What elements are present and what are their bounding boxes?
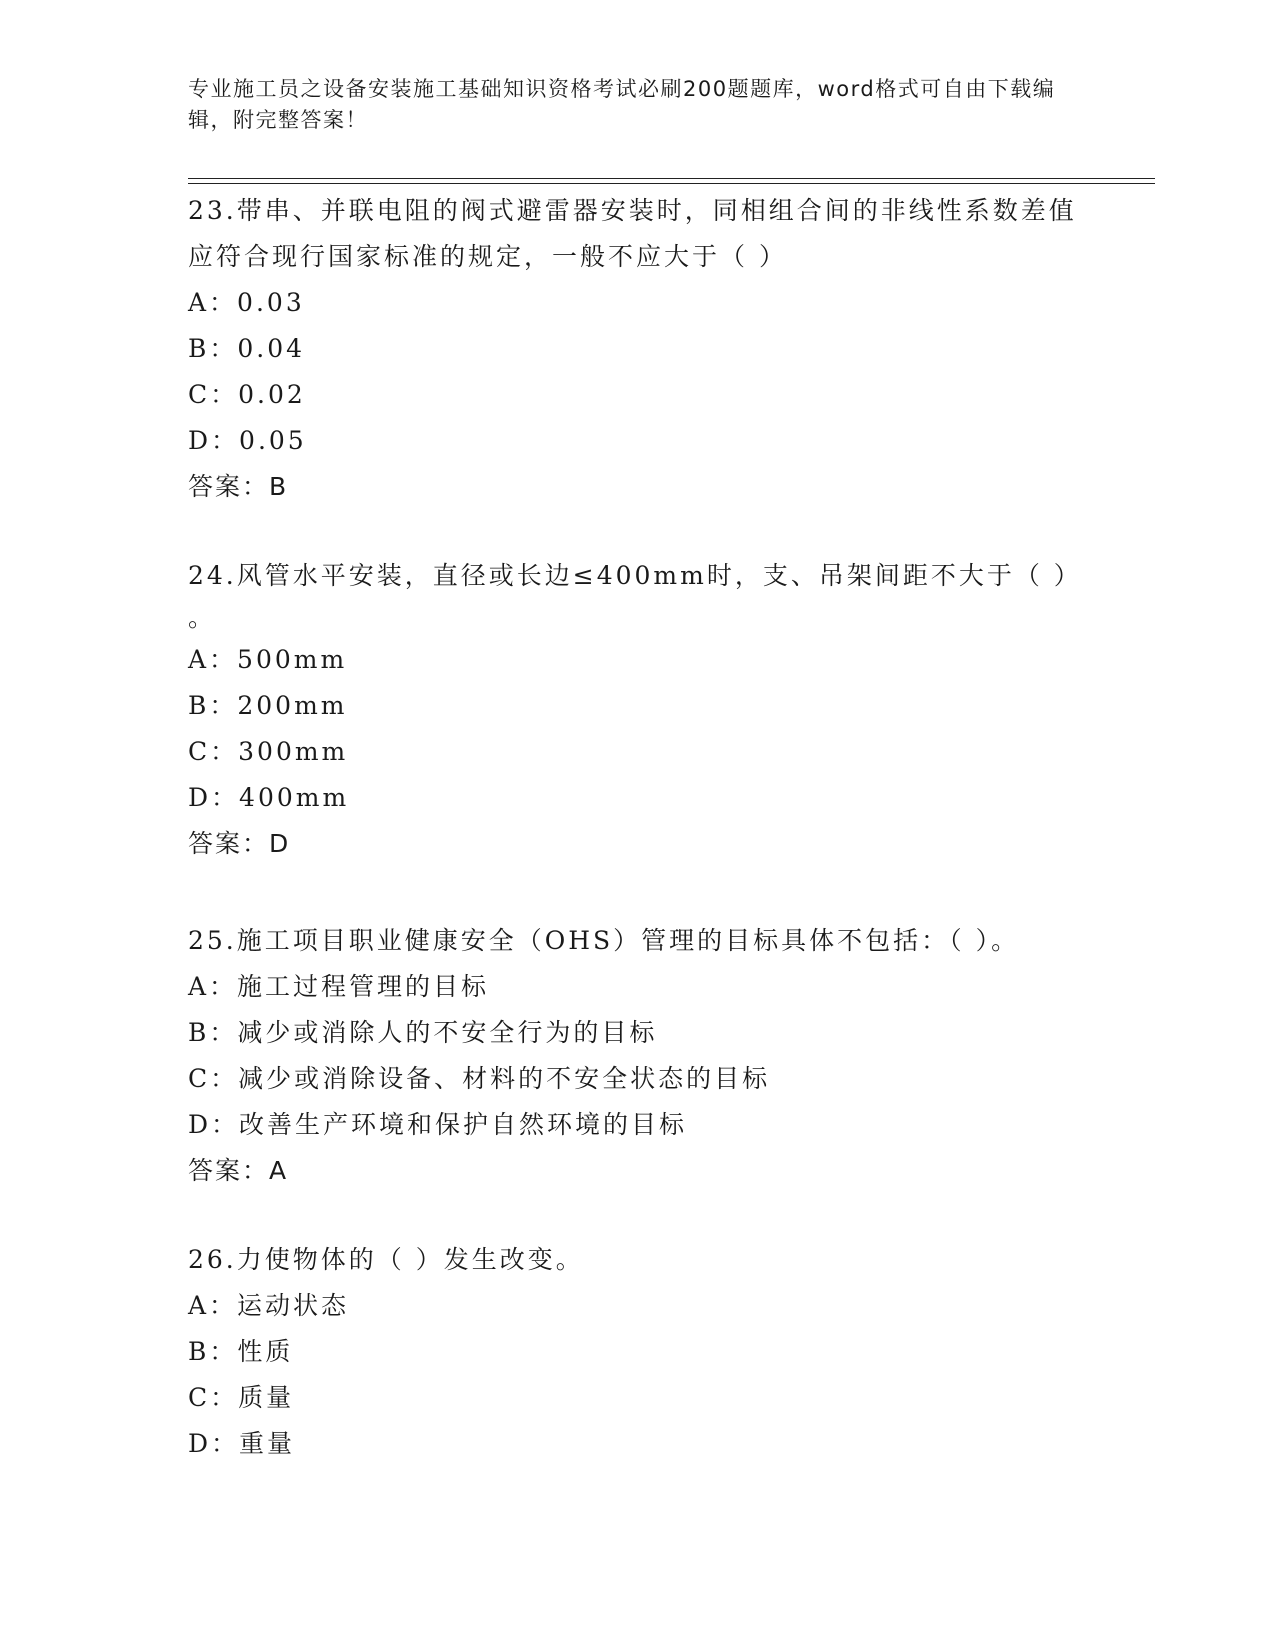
- option-d: D：改善生产环境和保护自然环境的目标: [188, 1110, 688, 1139]
- header-divider-bottom: [188, 183, 1155, 184]
- document-title: 专业施工员之设备安装施工基础知识资格考试必刷200题题库，word格式可自由下载编辑，附完整答案！: [188, 77, 1056, 132]
- question-24: [188, 553, 1088, 867]
- option-c: C：0.02: [188, 380, 306, 409]
- question-stem: 25.施工项目职业健康安全（OHS）管理的目标具体不包括：（ ）。: [188, 926, 1020, 955]
- question-stem: 24.风管水平安装，直径或长边≤400mm时，支、吊架间距不大于（ ）: [188, 561, 1082, 590]
- header-divider-top: [188, 178, 1155, 179]
- option-b: B：200mm: [188, 691, 348, 720]
- question-25: [188, 918, 1088, 1194]
- question-26: [188, 1237, 1088, 1467]
- option-a: A：500mm: [188, 645, 348, 674]
- answer-label: 答案：D: [188, 829, 291, 858]
- option-a: A：运动状态: [188, 1291, 350, 1320]
- question-stem: 23.带串、并联电阻的阀式避雷器安装时，同相组合间的非线性系数差值应符合现行国家标准的规定，一般不应大于（ ）: [188, 196, 1077, 271]
- answer-label: 答案：B: [188, 472, 289, 501]
- option-d: D：重量: [188, 1429, 296, 1458]
- option-c: C：300mm: [188, 737, 349, 766]
- option-d: D：0.05: [188, 426, 307, 455]
- option-b: B：0.04: [188, 334, 306, 363]
- answer-label: 答案：A: [188, 1156, 289, 1185]
- option-c: C：减少或消除设备、材料的不安全状态的目标: [188, 1064, 771, 1093]
- option-d: D：400mm: [188, 783, 350, 812]
- question-23: [188, 188, 1088, 510]
- question-stem-tail: 。: [188, 603, 217, 632]
- option-a: A：0.03: [188, 288, 305, 317]
- option-a: A：施工过程管理的目标: [188, 972, 490, 1001]
- option-b: B：性质: [188, 1337, 294, 1366]
- option-b: B：减少或消除人的不安全行为的目标: [188, 1018, 658, 1047]
- option-c: C：质量: [188, 1383, 295, 1412]
- question-stem: 26.力使物体的（ ）发生改变。: [188, 1245, 584, 1274]
